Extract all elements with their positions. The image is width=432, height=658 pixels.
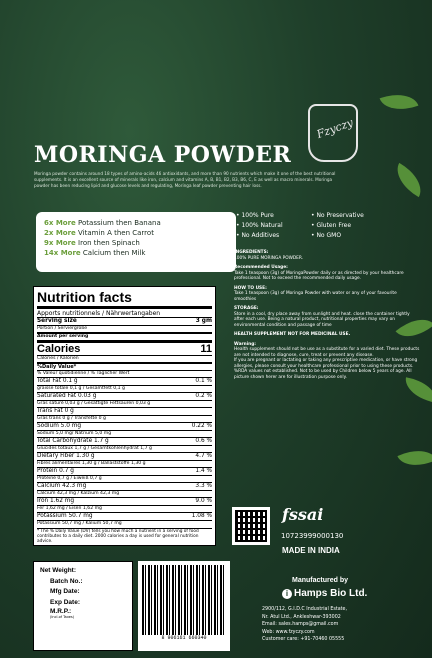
brand-icon: i (282, 589, 292, 599)
nutrition-row: Gras saturé 0,03 g / Gesättigte Fettsäuren 0,03 g (37, 400, 212, 407)
nutrition-title: Nutrition facts (37, 289, 132, 305)
property-item: • No Preservative (311, 212, 364, 219)
property-item: • No Additives (236, 232, 280, 239)
nutrition-rows (37, 377, 212, 527)
info-heading: STORAGE: (234, 306, 259, 311)
nutrition-subtitle: Apports nutritionnels / Nährwertangaben (37, 306, 212, 317)
fssai-logo: fssai (282, 505, 324, 524)
nutrition-facts-panel (33, 286, 216, 546)
info-text: Health supplement should not be use as a substitute for a varied diet. These products are not intended to diagnose, cure, treat or prevent any disease. (234, 347, 420, 358)
amount-label: Amount per serving (37, 332, 212, 340)
nutrition-row: Glucides totaux 1,7 g / Gesamtkohlenhydrat 1,7 g (37, 445, 212, 452)
daily-value-header: %Daily Value* (37, 362, 212, 370)
mrp-label: M.R.P.: (50, 608, 72, 615)
nutrition-row: Potassium 50,7 mg / Kalium 50,7 mg (37, 520, 212, 527)
info-heading: INGREDIENTS: (234, 250, 269, 255)
nutrition-footnote: * The % Daily Value (DV) tells you how much a nutrient in a serving of food contributes to a daily diet. 2000 calories a day is used for general nutrition advice. (37, 528, 212, 544)
nutrition-row: Calcium 42.3 mg 3.3 % (37, 483, 212, 489)
nutrition-row: Dietary Fiber 1.30 g 4.7 % (37, 453, 212, 459)
leaf-decoration (380, 87, 419, 117)
daily-value-sub: % Valeur quotidienne / % Täglicher Wert (37, 370, 212, 377)
fssai-number: 10723999000130 (281, 532, 344, 540)
product-properties (236, 212, 386, 240)
property-item: • Gluten Free (311, 222, 352, 229)
info-heading: HOW TO USE: (234, 285, 267, 291)
nutrition-row: Fibres alimentaires 1,30 g / Ballaststoffe 1,30 g (37, 460, 212, 467)
barcode (138, 561, 230, 651)
product-info (234, 246, 420, 380)
benefit-item: 14x More Calcium then Milk (44, 249, 146, 257)
nutrition-row: Saturated Fat 0.03 g 0.2 % (37, 393, 212, 399)
manufactured-by-label: Manufactured by (292, 577, 349, 584)
leaf-decoration (403, 377, 432, 403)
net-weight-label: Net Weight: (40, 567, 76, 574)
benefit-item: 9x More Iron then Spinach (44, 239, 140, 247)
info-heading: HEALTH SUPPLEMENT NOT FOR MEDICINAL USE. (234, 332, 351, 337)
nutrition-row: Protein 0.7 g 1.4 % (37, 468, 212, 474)
nutrition-row: Fer 1,62 mg / Eisen 1,62 mg (37, 505, 212, 512)
brand-logo (308, 104, 358, 162)
batch-info-box (33, 561, 133, 651)
nutrition-row: Total Carbohydrate 1.7 g 0.6 % (37, 438, 212, 444)
serving-sub: Portion / Serviergröße (37, 325, 212, 332)
benefits-box (36, 212, 236, 272)
nutrition-row: graisse totale 0,1 g / Gesamtfett 0,1 g (37, 385, 212, 392)
exp-date-label: Exp Date: (50, 598, 80, 606)
property-item: • 100% Natural (236, 222, 283, 229)
nutrition-row: Gras trans 0 g / Transfette 0 g (37, 415, 212, 422)
manufacturer-address: 2900/112, G.I.D.C Industrial Estate, Nr. Atul Ltd., Ankleshwar-393002 Email: sales.hamps@gmail.com Web: www.fzyczy.com Customer care: +91-70460 05555 (262, 607, 348, 642)
nutrition-row: Iron 1.62 mg 9.0 % (37, 498, 212, 504)
calories-sub: Calories / Kalorien (37, 355, 212, 362)
nutrition-row: Protéine 0,7 g / Eiweiß 0,7 g (37, 475, 212, 482)
nutrition-row: Calcium 42,3 mg / Kalzium 42,3 mg (37, 490, 212, 497)
mrp-note: (Incl.of Taxes) (50, 615, 75, 619)
qr-code (232, 507, 270, 545)
benefit-item: 6x More Potassium then Banana (44, 219, 161, 227)
batch-no-label: Batch No.: (50, 577, 83, 585)
info-heading: Warning: (234, 341, 256, 347)
nutrition-row: Sodium 5.0 mg 0.22 % (37, 423, 212, 429)
mfg-date-label: Mfg Date: (50, 588, 80, 595)
calories-row: Calories 11 (37, 340, 212, 355)
benefit-item: 2x More Vitamin A then Carrot (44, 229, 154, 237)
nutrition-row: Potassium 50.7 mg 1.08 % (37, 513, 212, 519)
nutrition-row: Total Fat 0.1 g 0.1 % (37, 378, 212, 384)
barcode-bars (142, 565, 226, 635)
info-text: 100% PURE MORINGA POWDER. (234, 255, 304, 261)
property-item: • 100% Pure (236, 212, 274, 219)
info-text: If you are pregnant or lactating or taking any prescriptive medication, or have strong allergies, please consult your healthcare professional prior to using these products. %RDA values not established. Not to be used by Children below 5 years of age. All picture shown herer are for illustration purpose only. (234, 358, 418, 380)
manufacturer-brand: i Hamps Bio Ltd. (282, 588, 367, 599)
property-item: • No GMO (311, 232, 342, 239)
made-in-india: MADE IN INDIA (282, 546, 340, 555)
info-text: Store in a cool, dry place away from sunlight and heat. close the container tightly after each use. Being a natural product, nutritional properties may vary on environmental condition and passage of time (234, 311, 410, 328)
leaf-decoration (397, 442, 432, 474)
info-heading: Recommended Usage: (234, 265, 288, 270)
barcode-number: 8 906161 660340 (161, 635, 207, 641)
serving-size: Serving size 3 gm (37, 318, 212, 324)
nutrition-row: Sodium 5,0 mg/ Natrium 5,0 mg (37, 430, 212, 437)
nutrition-row: Trans Fat 0 g (37, 407, 212, 415)
brand-logo-text: Fzyczy (314, 115, 355, 142)
info-text: Take 1 teaspoon (3g) of MoringaPowder daily or as directed by your healthcare professional. Not to exceed the recommended daily usage. (234, 270, 404, 281)
info-text: Take 1 teaspoon (3g) of Moringa Powder with water or any of your favourite smoothies (234, 291, 397, 302)
product-intro: Moringa powder contains around 18 types of amino-acids 46 antioxidants, and more than 90 nutrients which make it one of the best nutritional supplements. It is an excellent source of minerals like iron, calcium and vitamins A, B, B1, B2, B3, B6, C, E as well as macro minerals. Moringa powder has been reducing lipid and glucose levels and regulating, Moringa leaf powder preventing hair loss. (34, 171, 336, 188)
product-title: MORINGA POWDER (34, 142, 292, 168)
leaf-decoration (389, 163, 428, 197)
